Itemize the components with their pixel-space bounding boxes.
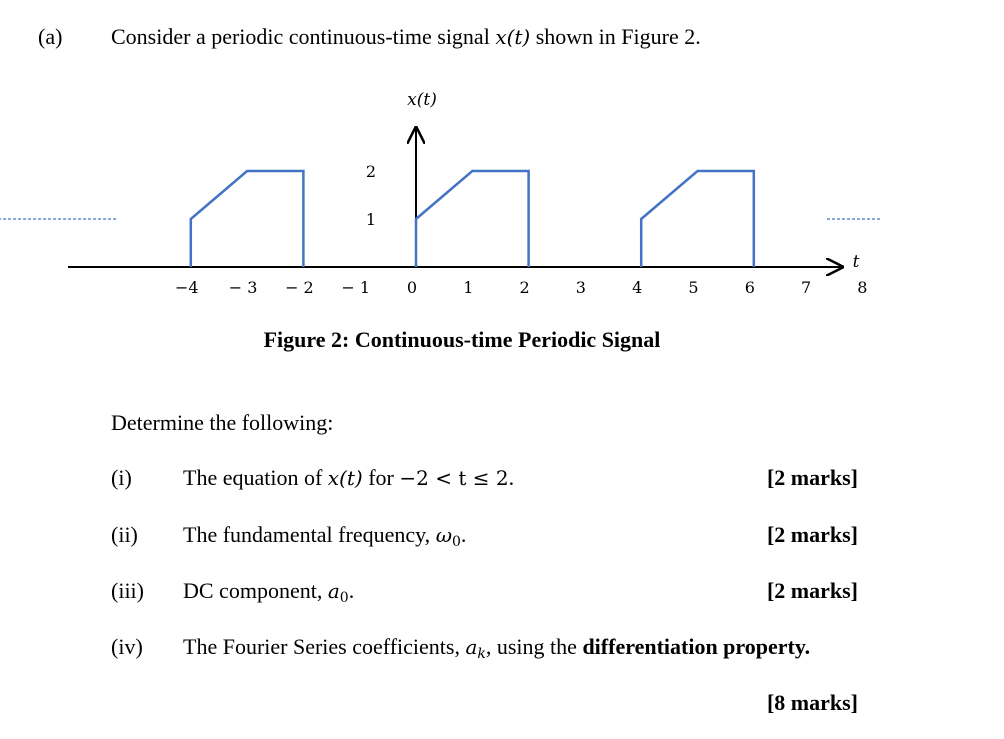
x-tick-label: 0 xyxy=(406,278,418,297)
item-subscript: 0 xyxy=(452,534,461,550)
item-text xyxy=(183,465,514,491)
x-tick-label: 1 xyxy=(463,278,474,297)
item-math: −2 < t ≤ 2 xyxy=(399,466,509,490)
item-text-part: for xyxy=(362,465,400,490)
item-text xyxy=(183,578,354,606)
question-text-before: Consider a periodic continuous-time signal xyxy=(111,24,496,49)
x-tick-label: 2 xyxy=(519,278,530,297)
item-number: (iii) xyxy=(111,578,144,603)
x-tick-label: 8 xyxy=(857,278,868,297)
item-math: a xyxy=(465,635,478,659)
item-bold-text: differentiation property. xyxy=(582,634,811,659)
item-text-part: . xyxy=(508,465,515,490)
x-tick-label: 4 xyxy=(632,278,643,297)
item-marks: [2 marks] xyxy=(766,465,858,490)
item-text-part: DC component, xyxy=(183,578,328,603)
item-math: x(t) xyxy=(327,466,363,490)
item-marks: [2 marks] xyxy=(766,578,858,603)
item-text-part: The fundamental frequency, xyxy=(183,522,436,547)
item-math: ω xyxy=(435,523,452,547)
x-tick-label: 7 xyxy=(801,278,812,297)
y-tick-label: 2 xyxy=(365,162,377,181)
signal-segment xyxy=(416,171,529,267)
determine-heading: Determine the following: xyxy=(111,410,334,435)
question-text-after: shown in Figure 2. xyxy=(530,24,701,49)
signal-figure xyxy=(0,80,880,310)
question-label: (a) xyxy=(38,24,63,49)
x-tick-label: − 3 xyxy=(228,278,258,297)
question-text xyxy=(111,24,701,50)
item-subscript: k xyxy=(477,646,486,662)
figure-caption: Figure 2: Continuous-time Periodic Signal xyxy=(263,327,661,352)
question-signal: x(t) xyxy=(495,25,531,49)
signal-segment xyxy=(641,171,754,267)
item-number: (i) xyxy=(111,465,132,490)
item-number: (ii) xyxy=(111,522,138,547)
x-tick-label: −4 xyxy=(175,278,199,297)
item-text-part: The equation of xyxy=(183,465,328,490)
y-tick-label: 1 xyxy=(365,210,377,229)
item-text-part: . xyxy=(460,522,467,547)
item-text-part: The Fourier Series coefficients, xyxy=(183,634,466,659)
x-tick-label: − 2 xyxy=(285,278,314,297)
item-number: (iv) xyxy=(111,634,143,659)
x-tick-label: 6 xyxy=(744,278,755,297)
y-axis-label: x(t) xyxy=(407,90,437,110)
x-axis-label: t xyxy=(852,252,860,272)
item-marks: [2 marks] xyxy=(766,522,858,547)
item-math: a xyxy=(327,579,340,603)
x-tick-label: 3 xyxy=(575,278,586,297)
item-text-part: . xyxy=(348,578,355,603)
x-tick-label: 5 xyxy=(688,278,699,297)
item-text xyxy=(183,522,466,550)
item-subscript: 0 xyxy=(339,590,349,606)
item-text xyxy=(183,634,810,662)
x-tick-label: − 1 xyxy=(341,278,371,297)
item-marks: [8 marks] xyxy=(766,690,858,715)
signal-segment xyxy=(191,171,304,267)
item-text-part: , using the xyxy=(485,634,583,659)
